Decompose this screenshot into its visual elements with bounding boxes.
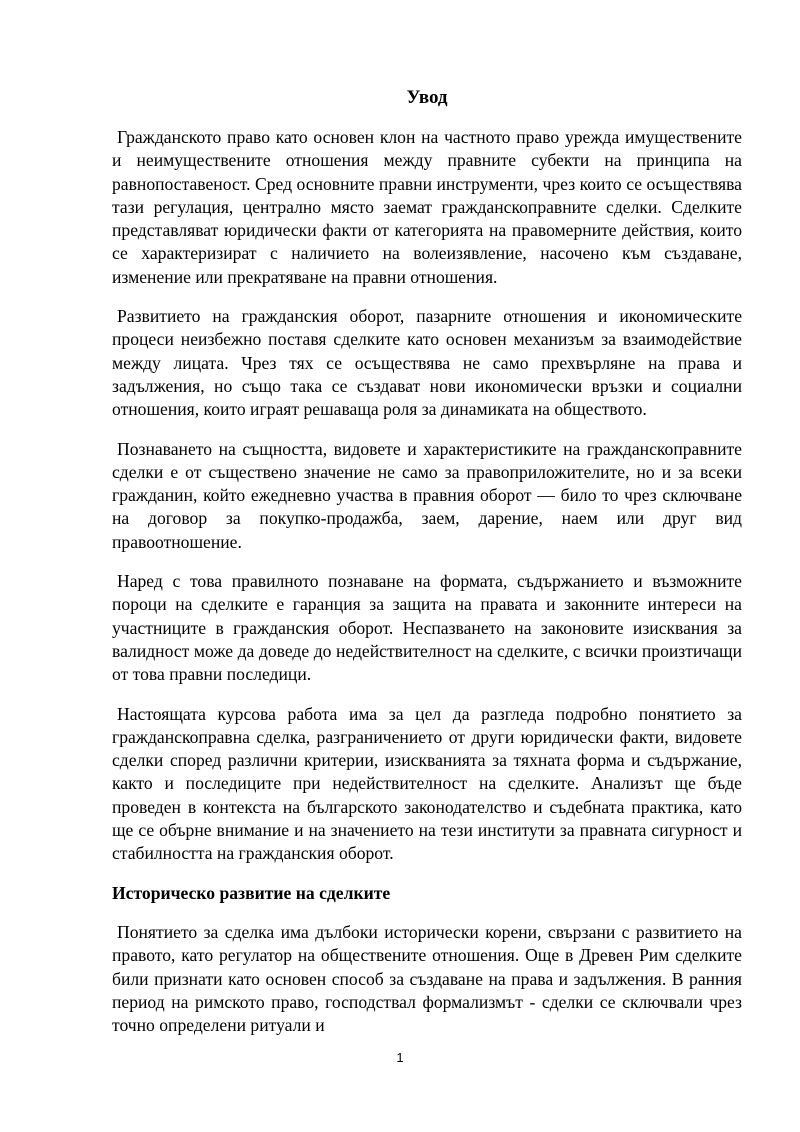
paragraph-4: Наред с това правилното познаване на формата, съдържанието и възможните пороци на сделките е гаранция за защита на правата и законните интереси на участниците в гражданския оборот. Неспазването на законовите изисквания за валидност може да доведе до недействителност на сделките, с всички произтичащи от това правни последици. bbox=[112, 571, 742, 685]
page-content bbox=[112, 84, 742, 1053]
page-title: Увод bbox=[406, 87, 448, 108]
paragraph-2: Развитието на гражданския оборот, пазарните отношения и икономическите процеси неизбежно поставя сделките като основен механизъм за взаимодействие между лицата. Чрез тях се осъществява не само прехвърляне на права и задължения, но също така се създават нови икономически връзки и социални отношения, които играят решаваща роля за динамиката на обществото. bbox=[112, 306, 742, 420]
paragraph-3: Познаването на същността, видовете и характеристиките на гражданскоправните сделки е от съществено значение не само за правоприложителите, но и за всеки гражданин, който ежедневно участва в правния оборот — било то чрез сключване на договор за покупко-продажба, заем, дарение, наем или друг вид правоотношение. bbox=[112, 438, 742, 552]
section-heading: Историческо развитие на сделките bbox=[112, 882, 391, 903]
page-number: 1 bbox=[396, 1050, 404, 1065]
paragraph-5: Настоящата курсова работа има за цел да разгледа подробно понятието за гражданскоправна сделка, разграничението от други юридически факти, видовете сделки според различни критерии, изискванията за тяхната форма и съдържание, както и последиците при недействителност на сделките. Анализът ще бъде проведен в контекста на българското законодателство и съдебната практика, като ще се обърне внимание и на значението на тези институти за правната сигурност и стабилността на гражданския оборот. bbox=[112, 703, 742, 864]
paragraph-1: Гражданското право като основен клон на частното право урежда имуществените и неимуществените отношения между правните субекти на принципа на равнопоставеност. Сред основните правни инструменти, чрез които се осъществява тази регулация, централно място заемат гражданскоправните сделки. Сделките представляват юридически факти от категорията на правомерните действия, които се характеризират с наличието на волеизявление, насочено към създаване, изменение или прекратяване на правни отношения. bbox=[112, 127, 742, 287]
section-paragraph-1: Понятието за сделка има дълбоки исторически корени, свързани с развитието на правото, като регулатор на обществените отношения. Още в Древен Рим сделките били признати като основен способ за създаване на права и задължения. В ранния период на римското право, господствал формализмът - сделки се сключвали чрез точно определени ритуали и bbox=[112, 921, 742, 1036]
